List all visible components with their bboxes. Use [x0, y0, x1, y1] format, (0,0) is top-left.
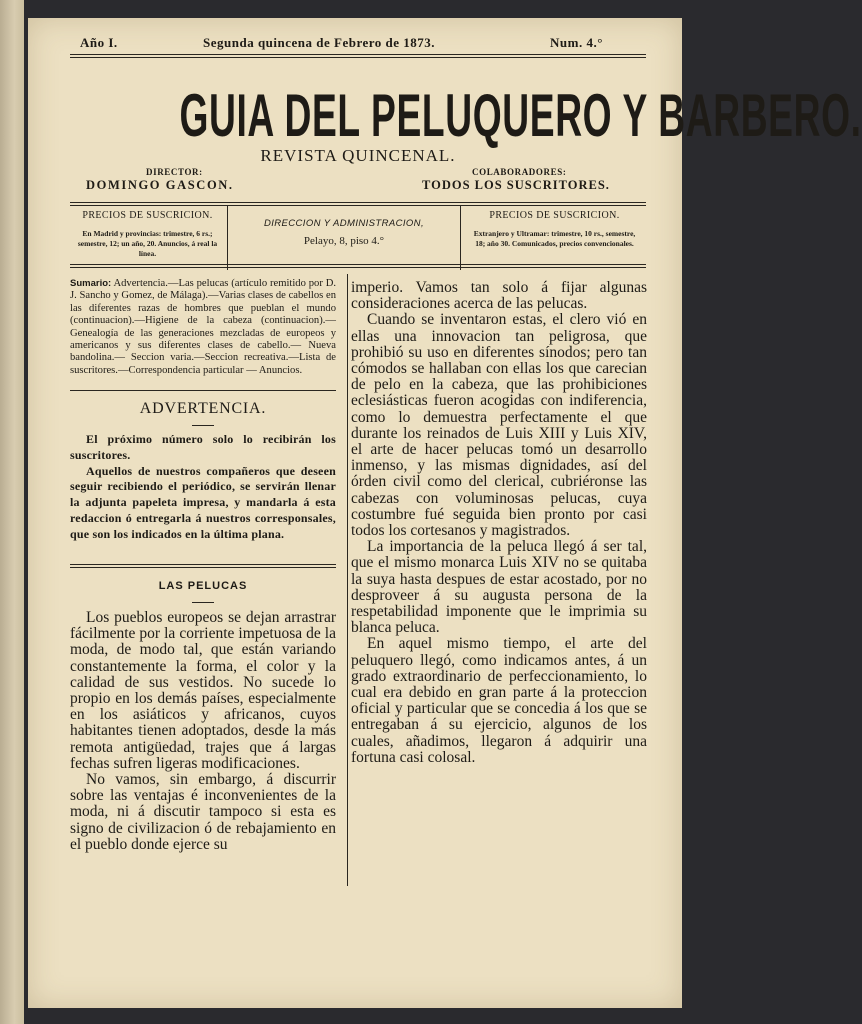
advertencia-dash: [192, 425, 214, 426]
header-rule: [70, 54, 646, 55]
collaborators-name: TODOS LOS SUSCRITORES.: [422, 178, 610, 192]
director-label: DIRECTOR:: [146, 167, 203, 177]
article-heading: LAS PELUCAS: [158, 580, 248, 592]
masthead-subtitle: REVISTA QUINCENAL.: [260, 146, 456, 165]
article-paragraph-4: Cuando se inventaron estas, el clero vió en ellas una innovacion tan peligrosa, que prohibió su uso en diferentes sínodos; pero tan cómodos se hallaban con ellas los que carecian de pelo en la cabeza, que las prohibiciones eclesiásticas fueron acogidas con indiferencia, como lo demuestra perfectamente el que durante los reinados de Luis XIII y Luis XIV, el arte de hacer pelucas tomó un desarrollo inmenso, y las mismas dignidades, así del órden civil como del clerical, cubriéronse las cabezas con voluminosas pelucas, cuya costumbre fué seguida bien pronto por casi todos los cortesanos y magistrados.: [351, 311, 647, 540]
summary-text: Advertencia.—Las pelucas (artículo remitido por D. J. Sancho y Gomez, de Málaga).—Varias clases de cabellos en las diferentes razas de hombres que pueblan el mundo (continuacion).—Higiene de la cabeza (continuacion).—Genealogía de las generaciones mezcladas de europeos y americanos y sus diferentes clases de cabello.— Nueva bandolina.— Seccion varia.—Seccion recreativa.—Lista de suscritores.—Correspondencia particular — Anuncios.: [70, 278, 336, 376]
article-paragraph-1: Los pueblos europeos se dejan arrastrar fácilmente por la corriente impetuosa de la moda, de modo tal, que están variando constantemente la forma, el color y la calidad de sus vestidos. No sucede lo propio en los demás países, especialmente en los asiáticos y africanos, cuyos habitantes tienen adoptados, desde la más remota antigüedad, trajes que á largas fechas sufren ligeras modificaciones.: [70, 609, 336, 772]
adjacent-page-edge: [0, 0, 24, 1024]
administration-address: Pelayo, 8, piso 4.°: [303, 235, 385, 247]
article-right-column: [351, 280, 647, 766]
advertencia-paragraph-1: El próximo número solo lo recibirán los suscritores.: [70, 432, 336, 462]
issue-year: Año I.: [80, 35, 118, 50]
advertencia-rule-2: [70, 567, 336, 568]
issue-date: Segunda quincena de Febrero de 1873.: [203, 35, 436, 50]
article-paragraph-6: En aquel mismo tiempo, el arte del peluquero llegó, como indicamos antes, á un grado extraordinario de perfeccionamiento, lo cual era debido en gran parte á la proteccion oficial y particular que se concedia á los que se entregaban á su ejercicio, algunos de los cuales, añadimos, llegaron á adquirir una fortuna casi colosal.: [351, 635, 647, 766]
masthead-title: GUIA DEL PELUQUERO Y BARBERO.: [179, 82, 862, 149]
administration-title: DIRECCION Y ADMINISTRACION,: [263, 218, 424, 229]
subscription-right-title: PRECIOS DE SUSCRICION.: [489, 210, 620, 221]
subscription-left-text: En Madrid y provincias: trimestre, 6 rs.; semestre, 12; un año, 20. Anuncios, á real la línea.: [77, 229, 218, 258]
article-dash: [192, 602, 214, 603]
subscription-box-left: [70, 206, 225, 259]
info-bottom-rule: [70, 264, 646, 265]
column-divider: [347, 274, 348, 886]
info-bottom-rule-2: [70, 267, 646, 268]
advertencia-body: [70, 432, 336, 543]
advertencia-paragraph-2: Aquellos de nuestros compañeros que deseen seguir recibiendo el periódico, se servirán llenar la adjunta papeleta impresa, y mandarla á esta redaccion ó entregarla á nuestros corresponsales, que son los indicados en la última plana.: [70, 463, 336, 541]
newspaper-page: [28, 18, 862, 1008]
article-left-column: [70, 610, 336, 853]
administration-box: [227, 206, 461, 270]
advertencia-rule: [70, 564, 336, 565]
article-paragraph-3: imperio. Vamos tan solo á fijar algunas consideraciones acerca de las pelucas.: [351, 279, 647, 313]
info-top-rule: [70, 202, 646, 203]
article-paragraph-2: No vamos, sin embargo, á discurrir sobre las ventajas é inconvenientes de la moda, ni á discutir tampoco si esta es signo de civilizacion ó de rebajamiento en el pueblo donde ejerce su: [70, 771, 336, 853]
director-name: DOMINGO GASCON.: [86, 178, 234, 192]
subscription-box-right: [463, 206, 646, 249]
subscription-left-title: PRECIOS DE SUSCRICION.: [82, 210, 213, 221]
collaborators-label: COLABORADORES:: [472, 167, 567, 177]
advertencia-heading: ADVERTENCIA.: [139, 400, 267, 417]
summary-label: Sumario:: [70, 278, 112, 289]
summary-rule: [70, 390, 336, 391]
header-rule-2: [70, 57, 646, 58]
subscription-right-text: Extranjero y Ultramar: trimestre, 10 rs., semestre, 18; año 30. Comunicados, precios convencionales.: [473, 229, 636, 248]
issue-number: Num. 4.°: [550, 35, 603, 50]
summary: [70, 278, 336, 377]
article-paragraph-5: La importancia de la peluca llegó á ser tal, que el mismo monarca Luis XIV no se quitaba la suya hasta despues de estar acostado, por no desproveer á su augusta persona de la respetabilidad imponente que le imprimia su blanca peluca.: [351, 538, 647, 637]
